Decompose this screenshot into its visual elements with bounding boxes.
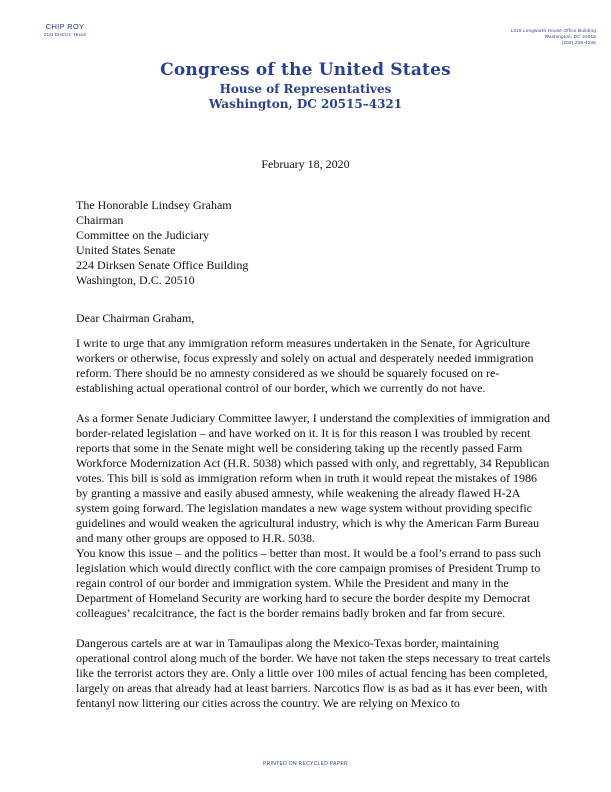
body-paragraph: Dangerous cartels are at war in Tamaulipas along the Mexico-Texas border, maintaining operational control along much of the border. We have not taken the steps necessary to treat cartels like the terrorist actors they are. Only a little over 100 miles of actual fencing has been completed, largely on areas that already had at least barriers. Narcotics flow is as bad as it has ever been, with fentanyl now littering our cities across the country. We are relying on Mexico to [76, 636, 551, 710]
masthead-house: House of Representatives [219, 82, 392, 96]
recipient-line: 224 Dirksen Senate Office Building [76, 258, 249, 272]
salutation: Dear Chairman Graham, [76, 311, 195, 325]
member-name: CHIP ROY [45, 22, 85, 31]
recipient-line: Chairman [76, 213, 124, 227]
recipient-line: Washington, D.C. 20510 [76, 273, 195, 287]
recipient-address [76, 198, 248, 288]
recipient-line: United States Senate [76, 243, 176, 257]
masthead-address: Washington, DC 20515–4321 [208, 97, 403, 111]
member-district: 21st District, Texas [43, 32, 87, 37]
office-address-line: 1319 Longworth House Office Building [510, 28, 596, 33]
office-address-line: Washington, DC 20515 [544, 34, 596, 40]
office-address [446, 28, 596, 47]
recycled-paper-footer: PRINTED ON RECYCLED PAPER [263, 761, 348, 767]
masthead-congress: Congress of the United States [160, 60, 451, 80]
recipient-line: Committee on the Judiciary [76, 228, 209, 242]
body-paragraph: I write to urge that any immigration reform measures undertaken in the Senate, for Agriculture workers or otherwise, focus expressly and solely on actual and desperately needed immigration reform. There should be no amnesty considered as we should be squarely focused on re-establishing actual operational control of our border, which we currently do not have. [76, 336, 534, 395]
letterhead-masthead [0, 60, 611, 111]
body-paragraph: As a former Senate Judiciary Committee lawyer, I understand the complexities of immigration and border-related legislation – and have worked on it. It is for this reason I was troubled by recent reports that some in the Senate might well be considering taking up the recently passed Farm Workforce Modernization Act (H.R. 5038) which passed with only, and regrettably, 34 Republican votes. This bill is sold as immigration reform when in truth it would repeat the mistakes of 1986 by granting a massive and easily abused amnesty, while weakening the already flawed H-2A system going forward. The legislation mandates a new wage system without providing specific guidelines and would weaken the agricultural industry, which is why the American Farm Bureau and many other groups are opposed to H.R. 5038. [76, 411, 551, 545]
recipient-line: The Honorable Lindsey Graham [76, 198, 232, 212]
member-header [20, 22, 110, 37]
body-paragraph: You know this issue – and the politics – better than most. It would be a fool’s errand to pass such legislation which would directly conflict with the core campaign promises of President Trump to regain control of our border and immigration system. While the President and many in the Department of Homeland Security are working hard to secure the border despite my Democrat colleagues’ recalcitrance, the fact is the border remains badly broken and far from secure. [76, 546, 542, 620]
letter-date: February 18, 2020 [261, 157, 350, 171]
office-phone: (202) 225-4236 [561, 40, 596, 46]
